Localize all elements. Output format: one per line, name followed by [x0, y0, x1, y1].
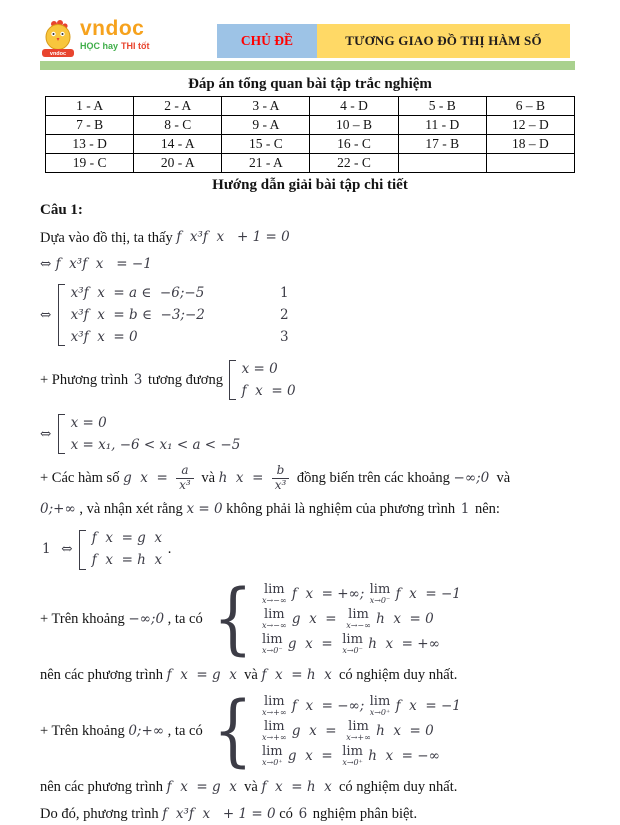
math-segment: f x = −1 [391, 585, 461, 602]
limit-subscript: x→−∞ [346, 621, 371, 631]
answer-cell: 7 - B [46, 116, 134, 135]
answer-cell: 12 – D [486, 116, 574, 135]
math-segment: 0;+∞ [40, 500, 76, 517]
page-header [0, 0, 620, 72]
math-segment: f x = h x [261, 778, 332, 795]
math-segment: f x = g x [91, 530, 163, 547]
math-segment: 0;+∞ [128, 722, 165, 739]
solution-title: Hướng dẫn giải bài tập chi tiết [212, 177, 408, 193]
text-segment: nên: [471, 500, 500, 517]
text-segment: , ta có [164, 722, 207, 739]
answer-cell: 9 - A [222, 116, 310, 135]
limit-subscript: x→0⁻ [342, 646, 363, 656]
cases-row [242, 358, 296, 380]
answer-cell: 11 - D [398, 116, 486, 135]
text-segment: + Phương trình [40, 371, 132, 388]
math-segment: f x = −1 [391, 697, 461, 714]
solution-body [0, 200, 620, 825]
cases-row [92, 528, 162, 550]
cases-row [71, 434, 241, 456]
limit-subscript: x→−∞ [261, 596, 287, 606]
solution-line [40, 686, 575, 777]
cases-row [261, 744, 461, 769]
answer-cell: 8 - C [134, 116, 222, 135]
text-segment: Dựa vào đồ thị, ta thấy [40, 229, 177, 246]
limit-expression [262, 608, 287, 630]
math-segment: f x = h x [261, 666, 332, 683]
math-segment: f x³f x + 1 = 0 [176, 229, 290, 246]
fraction [176, 464, 194, 493]
table-row [46, 135, 575, 154]
solution-line [40, 356, 575, 404]
limit-expression [346, 720, 371, 742]
text-segment: và [236, 778, 262, 795]
fraction-numerator: a [181, 463, 189, 478]
limit-word: lim [261, 744, 283, 760]
solution-line [40, 574, 575, 665]
cases-group [58, 412, 241, 456]
text-segment: không phải là nghiệm của phương trình [222, 500, 459, 517]
limit-expression [370, 583, 391, 605]
solution-line [40, 255, 575, 275]
limit-subscript: x→0⁻ [262, 646, 283, 656]
answer-cell: 20 - A [134, 154, 222, 173]
math-segment: f x = g x [166, 778, 237, 795]
limit-subscript: x→+∞ [261, 708, 287, 718]
text-segment: . [164, 541, 172, 558]
text-segment: nên các phương trình [40, 778, 167, 795]
solution-line [40, 200, 575, 222]
math-segment: x = 0 [241, 360, 278, 377]
logo-text-block [80, 18, 150, 51]
cases-rows [261, 694, 461, 769]
math-segment: x³f x = b ∈ −3;−2 [70, 306, 205, 323]
limit-expression [342, 745, 363, 767]
text-segment: + Trên khoảng [40, 722, 129, 739]
answer-cell: 14 - A [134, 135, 222, 154]
fraction-numerator: b [276, 463, 285, 478]
left-square-bracket [79, 530, 86, 570]
left-square-bracket [58, 284, 65, 346]
math-segment: x³f x = 0 [70, 328, 138, 345]
text-segment: + Trên khoảng [40, 610, 129, 627]
answer-cell: 5 - B [398, 97, 486, 116]
limit-word: lim [342, 632, 363, 648]
limit-word: lim [342, 744, 363, 760]
cases-row [71, 412, 241, 434]
limit-word: lim [348, 719, 369, 735]
limit-expression [342, 633, 363, 655]
math-segment: ⇔ [40, 306, 56, 323]
left-square-bracket [229, 360, 236, 400]
math-segment: x = 0 [70, 414, 107, 431]
limit-word: lim [263, 694, 285, 710]
answer-cell: 21 - A [222, 154, 310, 173]
cases-row [261, 582, 461, 607]
limit-expression [346, 608, 371, 630]
cases-row [261, 719, 461, 744]
answer-cell: 1 - A [46, 97, 134, 116]
header-divider-bar [40, 61, 575, 70]
limit-expression [262, 633, 283, 655]
solution-line [40, 228, 575, 249]
math-segment: x = x₁, −6 < x₁ < a < −5 [70, 436, 241, 453]
cases-row [71, 326, 289, 348]
cases-row [242, 380, 296, 402]
text-segment: và [236, 666, 262, 683]
answer-cell: 3 - A [222, 97, 310, 116]
cases-rows [71, 282, 289, 348]
solution-line [40, 777, 575, 798]
text-segment: và [489, 470, 511, 487]
left-square-bracket [58, 414, 65, 454]
solution-line [40, 410, 575, 458]
math-segment: h x = +∞ [363, 635, 440, 652]
math-number: 6 [298, 805, 308, 822]
answers-title: Đáp án tổng quan bài tập trắc nghiệm [188, 76, 432, 92]
math-segment: f x = h x [91, 552, 163, 569]
text-segment: có nghiệm duy nhất. [331, 666, 458, 683]
cases-row [71, 304, 289, 326]
solution-line [40, 464, 575, 493]
math-number: 3 [133, 371, 143, 388]
math-segment: f x³f x + 1 = 0 [162, 805, 276, 822]
math-segment: h x = [218, 469, 268, 486]
limit-subscript: x→−∞ [261, 621, 287, 631]
math-segment: h x = 0 [371, 722, 434, 739]
logo-tagline [80, 42, 150, 51]
fraction-denominator: x³ [176, 478, 194, 493]
text-segment: , và nhận xét rằng [75, 500, 187, 517]
text-segment: nên các phương trình [40, 666, 167, 683]
table-row [46, 97, 575, 116]
answers-table-body [46, 97, 575, 173]
equation-tag: 2 [280, 306, 289, 323]
math-segment: ⇔ f x³f x = −1 [40, 255, 152, 272]
answer-cell: 10 – B [310, 116, 398, 135]
cases-rows [261, 582, 461, 657]
answers-table [45, 96, 575, 173]
limit-word: lim [348, 607, 369, 623]
cases-group: { lim x→−∞ f x = +∞; lim x→0⁻ f x = −1 lim x→−∞ g x = lim x→−∞ h x = 0 lim x→0⁻ g x = lim x→0⁻ h x = +∞ [213, 574, 461, 665]
limit-subscript: x→0⁻ [369, 596, 391, 606]
math-number: 1 [460, 500, 470, 517]
topic-banner: TƯƠNG GIAO ĐỒ THỊ HÀM SỐ [317, 24, 570, 58]
math-segment: f x = g x [166, 666, 237, 683]
solution-line [40, 499, 575, 520]
math-segment: f x = −∞; [287, 697, 369, 714]
text-segment: Câu 1: [40, 202, 83, 218]
math-segment: x³f x = a ∈ −6;−5 [70, 284, 205, 301]
limit-expression [262, 720, 287, 742]
cases-rows [242, 358, 296, 402]
cases-group: { lim x→+∞ f x = −∞; lim x→0⁺ f x = −1 lim x→+∞ g x = lim x→+∞ h x = 0 lim x→0⁺ g x = lim x→0⁺ h x = −∞ [213, 686, 461, 777]
answer-cell: 13 - D [46, 135, 134, 154]
math-number: 1 [42, 541, 51, 558]
logo-banner-text: vndoc [49, 51, 67, 57]
math-segment: g x = [283, 747, 342, 764]
answer-cell: 6 – B [486, 97, 574, 116]
limit-subscript: x→0⁺ [342, 758, 363, 768]
math-segment: h x = 0 [371, 610, 434, 627]
cases-row [71, 282, 289, 304]
limit-word: lim [263, 582, 285, 598]
text-segment: , ta có [164, 610, 207, 627]
cases-row [261, 694, 461, 719]
limit-subscript: x→+∞ [346, 733, 371, 743]
text-segment: tương đương [144, 371, 227, 388]
limit-expression [262, 695, 287, 717]
solution-line [40, 804, 575, 825]
rooster-mascot-icon [40, 18, 76, 60]
tagline-red: THI tốt [121, 41, 150, 51]
equation-tag: 3 [280, 328, 289, 345]
answer-cell: 19 - C [46, 154, 134, 173]
limit-subscript: x→+∞ [261, 733, 287, 743]
chu-de-banner: CHỦ ĐỀ [217, 24, 317, 58]
answer-cell [486, 154, 574, 173]
limit-word: lim [369, 582, 391, 598]
limit-word: lim [369, 694, 391, 710]
cases-row [92, 550, 162, 572]
tagline-green: HỌC hay [80, 41, 119, 51]
math-segment: −∞;0 [128, 610, 165, 627]
limit-word: lim [263, 607, 285, 623]
math-segment: f x = +∞; [287, 585, 369, 602]
answer-cell: 18 – D [486, 135, 574, 154]
answer-cell: 2 - A [134, 97, 222, 116]
cases-group [58, 282, 289, 348]
text-segment: có nghiệm duy nhất. [331, 778, 458, 795]
text-segment: + Các hàm số [40, 470, 124, 487]
fraction [272, 464, 290, 493]
answer-cell: 4 - D [310, 97, 398, 116]
math-segment: f x = 0 [241, 382, 296, 399]
answer-cell: 15 - C [222, 135, 310, 154]
math-segment: g x = [287, 722, 346, 739]
answer-cell: 16 - C [310, 135, 398, 154]
limit-expression [262, 583, 287, 605]
fraction-denominator: x³ [272, 478, 290, 493]
limit-expression [370, 695, 391, 717]
answer-cell: 22 - C [310, 154, 398, 173]
text-segment: nghiệm phân biệt. [309, 805, 418, 822]
limit-subscript: x→0⁺ [262, 758, 283, 768]
cases-group [229, 358, 296, 402]
cases-rows [71, 412, 241, 456]
text-segment: và [197, 470, 219, 487]
math-segment: g x = [283, 635, 342, 652]
answer-cell [398, 154, 486, 173]
math-segment: −∞;0 [453, 469, 490, 486]
cases-rows [92, 528, 162, 572]
math-segment: x = 0 [186, 500, 223, 517]
limit-word: lim [263, 719, 285, 735]
text-segment: Do đó, phương trình [40, 805, 163, 822]
cases-row [261, 632, 461, 657]
math-segment: g x = [123, 469, 173, 486]
limit-word: lim [261, 632, 283, 648]
brand-name: vndoc [80, 17, 145, 40]
text-segment: có [275, 805, 297, 822]
math-segment: h x = −∞ [363, 747, 440, 764]
text-segment: đồng biến trên các khoảng [293, 470, 454, 487]
table-row [46, 116, 575, 135]
table-row [46, 154, 575, 173]
limit-expression [262, 745, 283, 767]
equation-tag: 1 [280, 284, 289, 301]
solution-line [40, 526, 575, 574]
vndoc-logo [40, 18, 150, 60]
math-segment: ⇔ [52, 541, 77, 558]
cases-row [261, 607, 461, 632]
math-segment: g x = [287, 610, 346, 627]
answer-cell: 17 - B [398, 135, 486, 154]
limit-subscript: x→0⁺ [369, 708, 391, 718]
solution-line [40, 665, 575, 686]
solution-line [40, 280, 575, 350]
math-segment: ⇔ [40, 425, 56, 442]
cases-group [79, 528, 162, 572]
